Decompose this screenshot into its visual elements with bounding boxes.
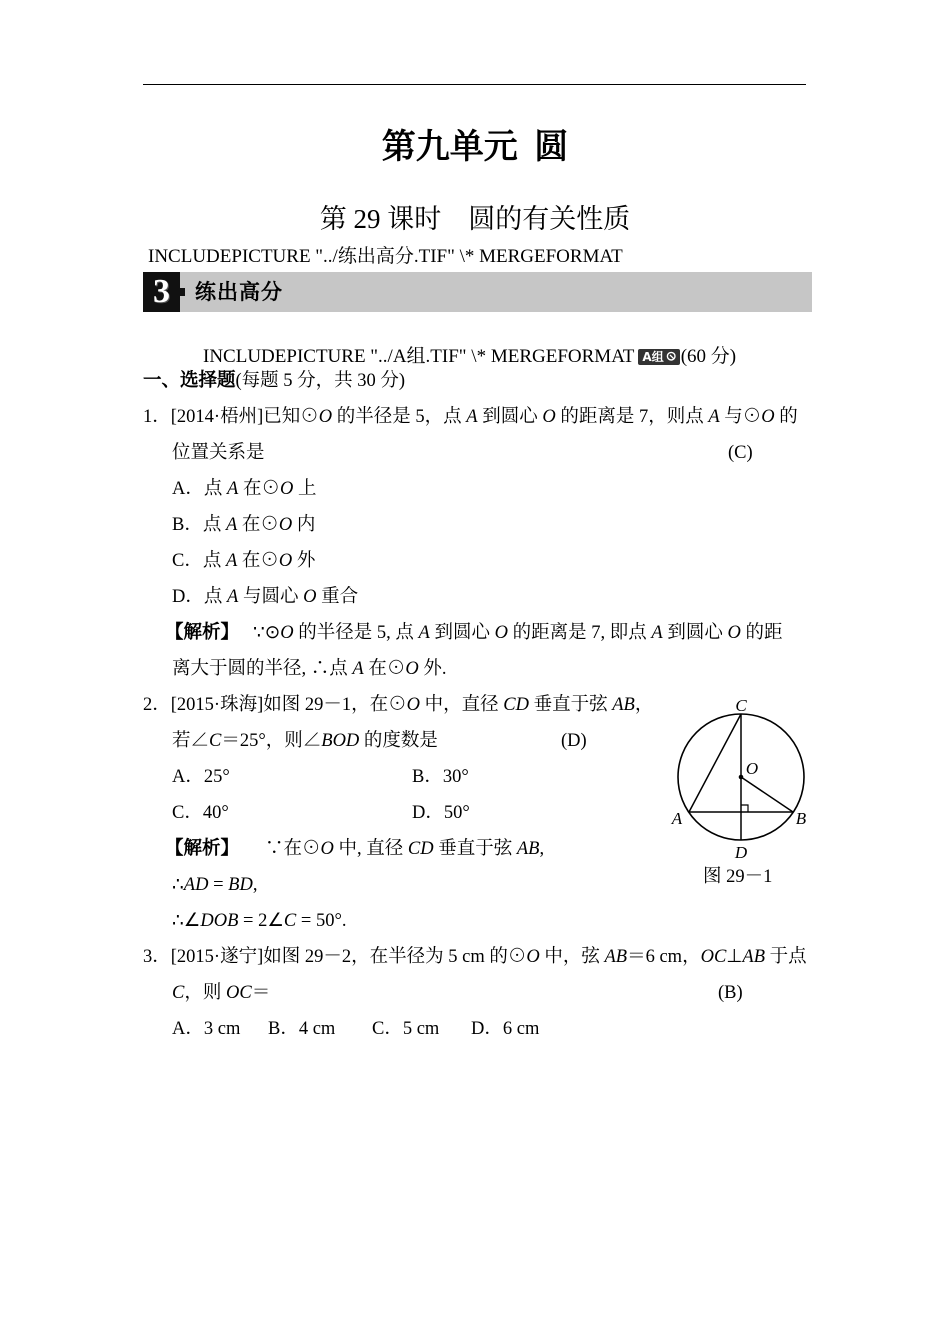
include-field-group: INCLUDEPICTURE "../A组.TIF" \* MERGEFORMAT <box>203 346 635 367</box>
label-a: A <box>671 809 683 828</box>
math-variable: AB <box>742 947 766 967</box>
segment-ca <box>689 714 741 812</box>
math-variable: O <box>727 623 741 643</box>
math-variable: O <box>280 623 294 643</box>
question-2-option-d: D．50° <box>412 803 470 823</box>
math-variable: CD <box>503 695 529 715</box>
question-1-option-b <box>143 507 813 543</box>
section-banner <box>143 272 812 312</box>
section-title <box>143 369 405 393</box>
analysis-text: ∵⊙O 的半径是 5, 点 A 到圆心 O 的距离是 7, 即点 A 到圆心 O 的距 <box>253 623 783 643</box>
option-text: A．点 A 在⊙O 上 <box>172 479 317 499</box>
math-variable: BD <box>228 875 253 895</box>
group-badge <box>638 349 679 365</box>
question-3-option-c: C．5 cm <box>372 1019 440 1039</box>
question-1-option-a <box>143 471 813 507</box>
math-variable: O <box>278 551 293 571</box>
question-2-stem-text: 2．[2015·珠海]如图 29－1，在⊙O 中，直径 CD 垂直于弦 AB， <box>143 695 654 715</box>
question-2-option-c: C．40° <box>172 803 229 823</box>
question-1-analysis-line <box>143 651 813 687</box>
math-variable: A <box>418 623 430 643</box>
banner-number: 3 <box>153 273 170 310</box>
math-variable: A <box>227 587 239 607</box>
group-score: (60 分) <box>680 346 737 367</box>
math-variable: OC <box>225 983 252 1003</box>
math-variable: O <box>526 947 540 967</box>
math-variable: OC <box>700 947 727 967</box>
question-1-stem-line <box>143 399 813 435</box>
math-variable: AB <box>604 947 628 967</box>
unit-title: 第九单元 圆 <box>381 129 569 166</box>
question-1-answer: (C) <box>728 443 753 463</box>
question-3-stem-line <box>143 939 813 975</box>
banner-label: 练出高分 <box>195 280 283 304</box>
magnifier-icon <box>666 351 677 362</box>
math-variable: A <box>225 515 238 535</box>
math-variable: O <box>318 407 333 427</box>
question-3-stem-line <box>143 975 813 1011</box>
math-variable: A <box>352 659 364 679</box>
include-field-banner: INCLUDEPICTURE "../练出高分.TIF" \* MERGEFORMAT <box>148 246 623 267</box>
label-c: C <box>735 696 747 715</box>
lesson-title: 第 29 课时 圆的有关性质 <box>319 204 631 234</box>
right-angle-mark <box>741 805 748 812</box>
group-header <box>203 345 736 369</box>
math-variable: C <box>283 911 297 931</box>
question-3-option-b: B．4 cm <box>268 1019 336 1039</box>
math-variable: A <box>227 479 239 499</box>
math-variable: A <box>708 407 720 427</box>
math-variable: C <box>209 731 222 751</box>
question-1-option-d <box>143 579 813 615</box>
question-2-option-b: B．30° <box>412 767 469 787</box>
question-2-option-a: A．25° <box>172 767 230 787</box>
banner-number-badge <box>143 272 180 312</box>
label-o: O <box>745 759 759 778</box>
math-variable: C <box>172 983 185 1003</box>
analysis-text: ∴AD = BD, <box>172 875 258 895</box>
math-variable: AD <box>183 875 209 895</box>
math-variable: DOB <box>200 911 239 931</box>
analysis-text: ∵在⊙O 中, 直径 CD 垂直于弦 AB, <box>265 839 545 859</box>
analysis-text: ∴∠DOB = 2∠C = 50°. <box>172 911 347 931</box>
math-variable: AB <box>516 839 540 859</box>
question-3-options-row <box>143 1011 813 1047</box>
group-badge-label: A组 <box>642 349 664 364</box>
question-2-analysis-line <box>143 903 813 939</box>
math-variable: A <box>466 407 478 427</box>
question-2-answer: (D) <box>561 731 587 751</box>
math-variable: A <box>225 551 238 571</box>
question-1-stem-line <box>143 435 813 471</box>
math-variable: O <box>405 659 419 679</box>
math-variable: A <box>651 623 663 643</box>
math-variable: O <box>278 515 293 535</box>
option-text: C．点 A 在⊙O 外 <box>172 551 316 571</box>
header-rule <box>143 84 806 85</box>
math-variable: O <box>761 407 775 427</box>
math-variable: O <box>542 407 556 427</box>
figure-29-1 <box>660 690 820 865</box>
analysis-label: 【解析】 <box>165 623 240 643</box>
question-3-stem-text: 3．[2015·遂宁]如图 29－2，在半径为 5 cm 的⊙O 中，弦 AB＝6 cm，OC⊥AB 于点 <box>143 947 807 967</box>
question-1-stem-text: 位置关系是 <box>172 443 265 463</box>
label-b: B <box>795 809 807 828</box>
question-2-stem-text: 若∠C＝25°，则∠BOD 的度数是 <box>172 731 438 751</box>
math-variable: BOD <box>321 731 360 751</box>
banner-notch <box>180 288 185 296</box>
section-title-note: (每题 5 分，共 30 分) <box>235 371 406 391</box>
question-1-stem-text: 1．[2014·梧州]已知⊙O 的半径是 5，点 A 到圆心 O 的距离是 7，则点 A 与⊙O 的 <box>143 407 798 427</box>
math-variable: O <box>320 839 334 859</box>
question-3-stem-text: C，则 OC＝ <box>172 983 271 1003</box>
analysis-label: 【解析】 <box>165 839 240 859</box>
question-1-analysis-line <box>143 615 813 651</box>
math-variable: O <box>494 623 508 643</box>
math-variable: CD <box>407 839 434 859</box>
section-title-label: 一、选择题 <box>143 371 236 391</box>
option-text: B．点 A 在⊙O 内 <box>172 515 316 535</box>
label-d: D <box>734 843 748 862</box>
option-text: D．点 A 与圆心 O 重合 <box>172 587 359 607</box>
math-variable: O <box>406 695 420 715</box>
figure-caption: 图 29－1 <box>703 867 773 887</box>
segment-ob <box>741 777 793 812</box>
math-variable: AB <box>612 695 635 715</box>
question-3-option-a: A．3 cm <box>172 1019 241 1039</box>
question-3-answer: (B) <box>718 983 743 1003</box>
math-variable: O <box>279 479 294 499</box>
center-point-o <box>739 775 744 780</box>
question-1-option-c <box>143 543 813 579</box>
question-3-option-d: D．6 cm <box>471 1019 540 1039</box>
math-variable: O <box>303 587 317 607</box>
analysis-text: 离大于圆的半径, ∴点 A 在⊙O 外. <box>172 659 447 679</box>
